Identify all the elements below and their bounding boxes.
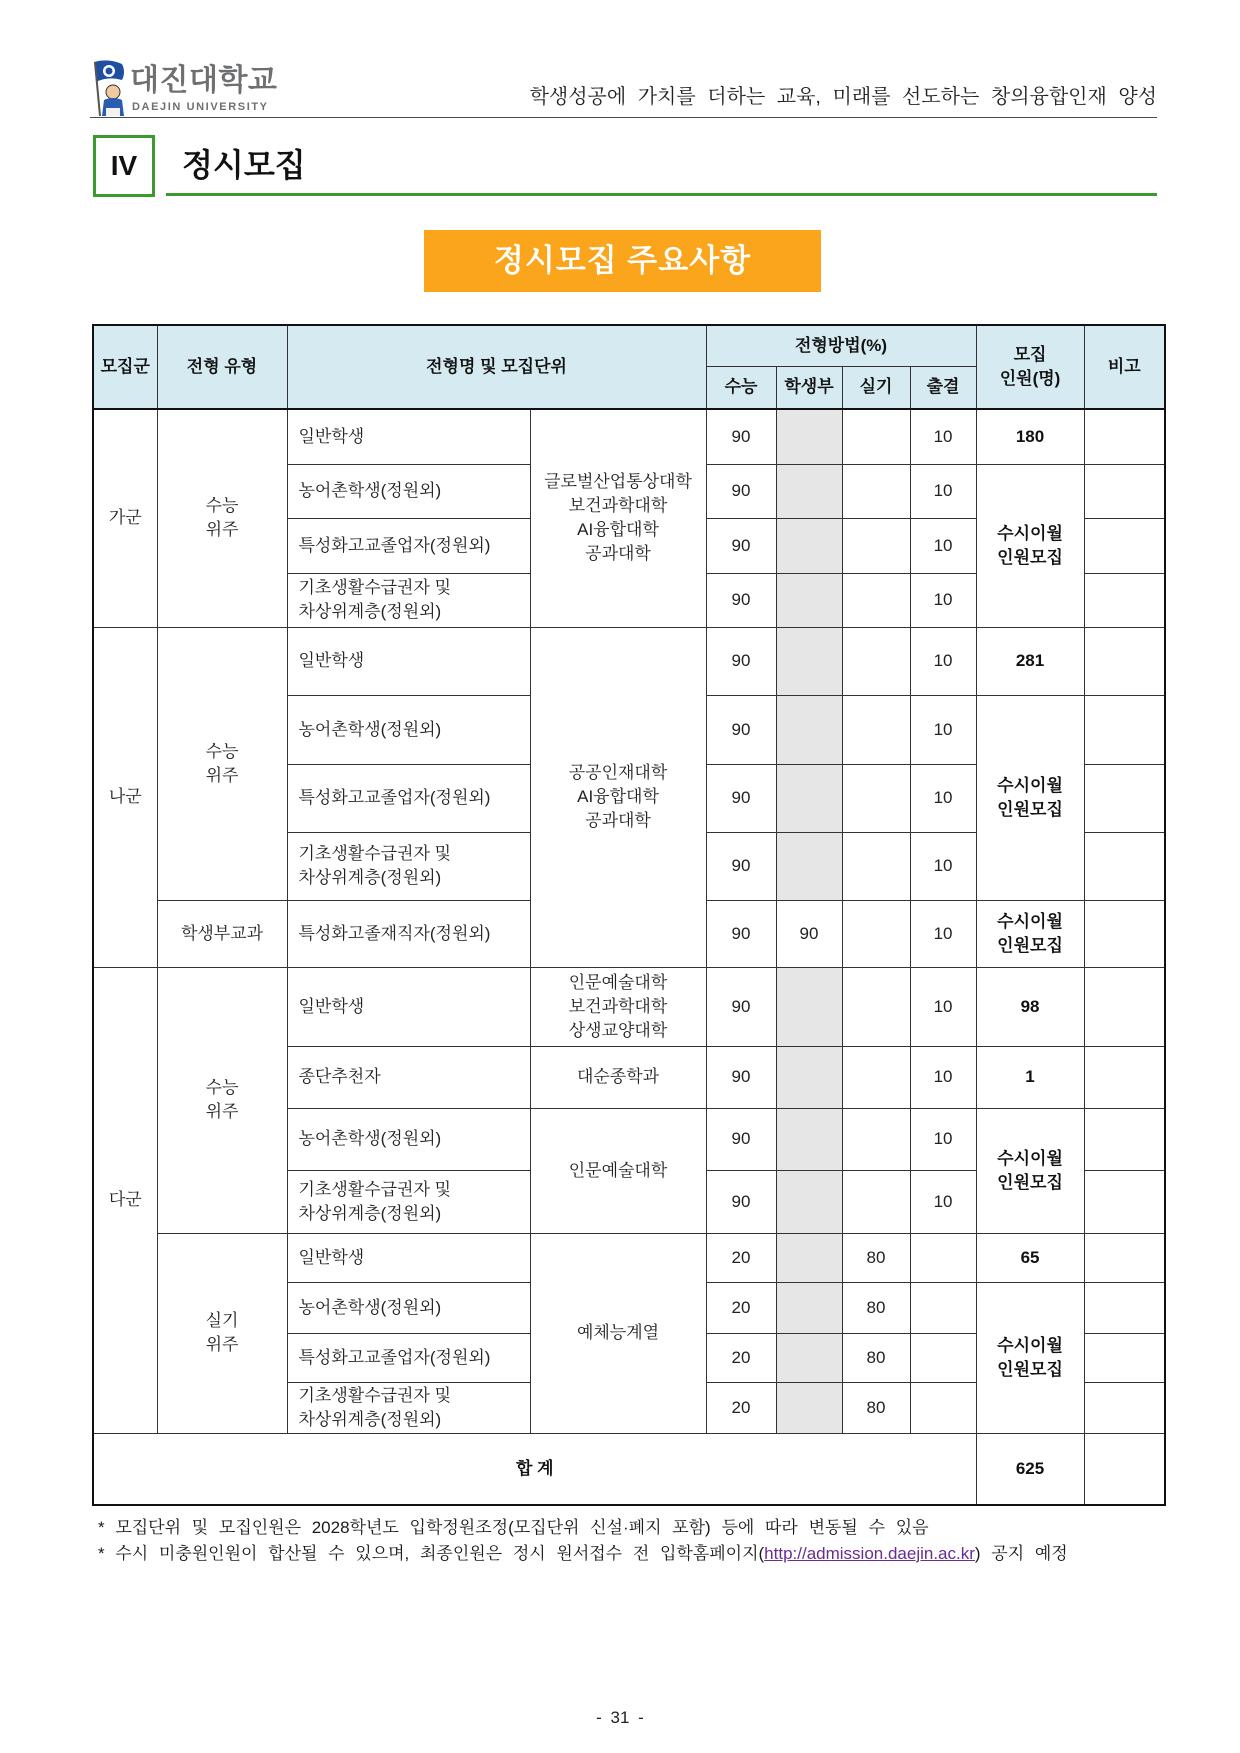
suneung-ratio: 90 [706, 832, 776, 900]
header-method: 전형방법(%) [706, 325, 976, 366]
table-row [93, 1233, 1165, 1282]
note [1084, 1433, 1165, 1505]
note [1084, 409, 1165, 464]
admission-name: 종단추천자 [287, 1046, 530, 1108]
flag-mascot-icon [88, 58, 132, 118]
record-ratio [776, 764, 842, 832]
suneung-ratio: 90 [706, 1108, 776, 1170]
record-ratio [776, 832, 842, 900]
note [1084, 573, 1165, 627]
quota: 1 [976, 1046, 1084, 1108]
group-label: 나군 [93, 627, 157, 967]
total-row [93, 1433, 1165, 1505]
note [1084, 1046, 1165, 1108]
record-ratio [776, 1108, 842, 1170]
admission-name: 농어촌학생(정원외) [287, 695, 530, 764]
practical-ratio: 80 [842, 1382, 910, 1433]
header-practical: 실기 [842, 366, 910, 409]
admission-name: 농어촌학생(정원외) [287, 1108, 530, 1170]
record-ratio: 90 [776, 900, 842, 967]
quota: 수시이월 인원모집 [976, 1108, 1084, 1233]
table-header-row [93, 325, 1165, 366]
practical-ratio [842, 464, 910, 518]
group-label: 가군 [93, 409, 157, 627]
note [1084, 832, 1165, 900]
logo-korean-text: 대진대학교 [130, 64, 278, 97]
quota: 수시이월 인원모집 [976, 900, 1084, 967]
practical-ratio [842, 900, 910, 967]
record-ratio [776, 1382, 842, 1433]
header-type: 전형 유형 [157, 325, 287, 409]
practical-ratio [842, 695, 910, 764]
recruit-unit: 글로벌산업통상대학 보건과학대학 AI융합대학 공과대학 [530, 409, 706, 627]
practical-ratio [842, 518, 910, 573]
admission-name: 특성화고졸재직자(정원외) [287, 900, 530, 967]
suneung-ratio: 90 [706, 900, 776, 967]
suneung-ratio: 90 [706, 1170, 776, 1233]
header-slogan: 학생성공에 가치를 더하는 교육, 미래를 선도하는 창의융합인재 양성 [529, 86, 1157, 108]
table-row [93, 967, 1165, 1046]
attendance-ratio [910, 1333, 976, 1382]
attendance-ratio [910, 1382, 976, 1433]
attendance-ratio: 10 [910, 1108, 976, 1170]
header-record: 학생부 [776, 366, 842, 409]
record-ratio [776, 627, 842, 695]
record-ratio [776, 409, 842, 464]
attendance-ratio: 10 [910, 464, 976, 518]
recruit-unit: 공공인재대학 AI융합대학 공과대학 [530, 627, 706, 967]
quota: 180 [976, 409, 1084, 464]
note [1084, 1170, 1165, 1233]
note [1084, 900, 1165, 967]
practical-ratio [842, 832, 910, 900]
type-label: 학생부교과 [157, 900, 287, 967]
note [1084, 1382, 1165, 1433]
suneung-ratio: 90 [706, 1046, 776, 1108]
page-number: - 31 - [596, 1708, 644, 1727]
note [1084, 1333, 1165, 1382]
note [1084, 464, 1165, 518]
attendance-ratio: 10 [910, 764, 976, 832]
suneung-ratio: 20 [706, 1233, 776, 1282]
practical-ratio [842, 1046, 910, 1108]
header-suneung: 수능 [706, 366, 776, 409]
suneung-ratio: 90 [706, 409, 776, 464]
suneung-ratio: 90 [706, 518, 776, 573]
admission-name: 기초생활수급권자 및 차상위계층(정원외) [287, 573, 530, 627]
practical-ratio [842, 764, 910, 832]
suneung-ratio: 90 [706, 967, 776, 1046]
header-group: 모집군 [93, 325, 157, 409]
footnote-2-prefix: * 수시 미충원인원이 합산될 수 있으며, 최종인원은 정시 원서접수 전 입학홈페이지( [98, 1544, 765, 1563]
admission-table [92, 324, 1166, 1506]
suneung-ratio: 90 [706, 764, 776, 832]
admission-name: 일반학생 [287, 627, 530, 695]
record-ratio [776, 464, 842, 518]
admission-name: 농어촌학생(정원외) [287, 464, 530, 518]
suneung-ratio: 90 [706, 627, 776, 695]
note [1084, 518, 1165, 573]
header-attendance: 출결 [910, 366, 976, 409]
university-logo [88, 58, 293, 118]
practical-ratio [842, 1170, 910, 1233]
admission-name: 일반학생 [287, 409, 530, 464]
attendance-ratio: 10 [910, 695, 976, 764]
practical-ratio [842, 573, 910, 627]
section-number-box: IV [93, 135, 155, 197]
summary-banner: 정시모집 주요사항 [424, 230, 821, 292]
logo-english-text: DAEJIN UNIVERSITY [132, 101, 269, 113]
practical-ratio [842, 409, 910, 464]
footnote-2 [98, 1542, 1068, 1566]
total-label: 합 계 [93, 1433, 976, 1505]
suneung-ratio: 20 [706, 1282, 776, 1333]
quota: 수시이월 인원모집 [976, 1282, 1084, 1433]
practical-ratio: 80 [842, 1333, 910, 1382]
footnote-1: * 모집단위 및 모집인원은 2028학년도 입학정원조정(모집단위 신설·폐지 포함) 등에 따라 변동될 수 있음 [98, 1518, 929, 1537]
suneung-ratio: 20 [706, 1382, 776, 1433]
suneung-ratio: 90 [706, 695, 776, 764]
type-label: 수능 위주 [157, 627, 287, 900]
header-name-unit: 전형명 및 모집단위 [287, 325, 706, 409]
admission-name: 특성화고교졸업자(정원외) [287, 1333, 530, 1382]
admission-name: 농어촌학생(정원외) [287, 1282, 530, 1333]
suneung-ratio: 90 [706, 573, 776, 627]
section-title: 정시모집 [182, 147, 306, 183]
recruit-unit: 인문예술대학 [530, 1108, 706, 1233]
attendance-ratio: 10 [910, 573, 976, 627]
total-quota: 625 [976, 1433, 1084, 1505]
header-divider [90, 117, 1157, 118]
admission-name: 특성화고교졸업자(정원외) [287, 518, 530, 573]
footnote-2-suffix: ) 공지 예정 [974, 1544, 1068, 1563]
record-ratio [776, 1046, 842, 1108]
table-row [93, 627, 1165, 695]
section-divider [166, 193, 1157, 196]
practical-ratio [842, 967, 910, 1046]
quota: 65 [976, 1233, 1084, 1282]
attendance-ratio: 10 [910, 1170, 976, 1233]
group-label: 다군 [93, 967, 157, 1433]
note [1084, 695, 1165, 764]
type-label: 실기 위주 [157, 1233, 287, 1433]
note [1084, 764, 1165, 832]
note [1084, 1233, 1165, 1282]
note [1084, 1282, 1165, 1333]
note [1084, 1108, 1165, 1170]
record-ratio [776, 1282, 842, 1333]
note [1084, 627, 1165, 695]
record-ratio [776, 1333, 842, 1382]
record-ratio [776, 573, 842, 627]
record-ratio [776, 1233, 842, 1282]
admission-name: 일반학생 [287, 967, 530, 1046]
attendance-ratio: 10 [910, 627, 976, 695]
admission-name: 일반학생 [287, 1233, 530, 1282]
attendance-ratio: 10 [910, 832, 976, 900]
record-ratio [776, 1170, 842, 1233]
admission-name: 기초생활수급권자 및 차상위계층(정원외) [287, 832, 530, 900]
header-quota: 모집 인원(명) [976, 325, 1084, 409]
quota: 281 [976, 627, 1084, 695]
attendance-ratio: 10 [910, 518, 976, 573]
attendance-ratio: 10 [910, 409, 976, 464]
recruit-unit: 인문예술대학 보건과학대학 상생교양대학 [530, 967, 706, 1046]
quota: 수시이월 인원모집 [976, 464, 1084, 627]
attendance-ratio [910, 1233, 976, 1282]
record-ratio [776, 518, 842, 573]
attendance-ratio: 10 [910, 1046, 976, 1108]
record-ratio [776, 695, 842, 764]
admission-homepage-link[interactable]: http://admission.daejin.ac.kr [764, 1544, 975, 1563]
practical-ratio: 80 [842, 1233, 910, 1282]
recruit-unit: 대순종학과 [530, 1046, 706, 1108]
suneung-ratio: 90 [706, 464, 776, 518]
attendance-ratio: 10 [910, 967, 976, 1046]
admission-name: 기초생활수급권자 및 차상위계층(정원외) [287, 1382, 530, 1433]
table-row [93, 409, 1165, 464]
quota: 98 [976, 967, 1084, 1046]
header-note: 비고 [1084, 325, 1165, 409]
record-ratio [776, 967, 842, 1046]
attendance-ratio: 10 [910, 900, 976, 967]
type-label: 수능 위주 [157, 967, 287, 1233]
practical-ratio [842, 627, 910, 695]
quota: 수시이월 인원모집 [976, 695, 1084, 900]
type-label: 수능 위주 [157, 409, 287, 627]
practical-ratio: 80 [842, 1282, 910, 1333]
admission-name: 기초생활수급권자 및 차상위계층(정원외) [287, 1170, 530, 1233]
suneung-ratio: 20 [706, 1333, 776, 1382]
recruit-unit: 예체능계열 [530, 1233, 706, 1433]
admission-name: 특성화고교졸업자(정원외) [287, 764, 530, 832]
practical-ratio [842, 1108, 910, 1170]
attendance-ratio [910, 1282, 976, 1333]
note [1084, 967, 1165, 1046]
